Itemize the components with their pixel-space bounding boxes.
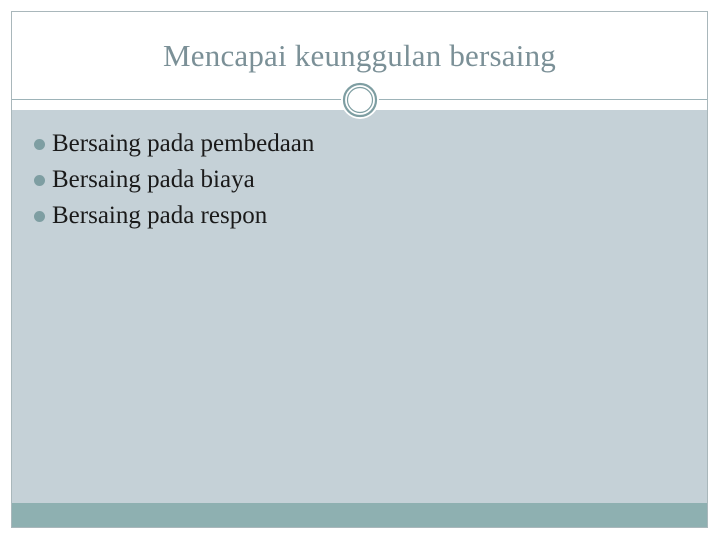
bullet-icon (34, 211, 45, 222)
bullet-text: Bersaing pada pembedaan (52, 130, 315, 157)
slide (11, 11, 708, 528)
bullet-text: Bersaing pada biaya (52, 166, 255, 193)
list-item (34, 198, 314, 234)
bullet-icon (34, 175, 45, 186)
bullet-icon (34, 139, 45, 150)
list-item (34, 162, 314, 198)
footer-band (12, 503, 707, 527)
bullet-text: Bersaing pada respon (52, 202, 268, 229)
slide-title: Mencapai keunggulan bersaing (163, 38, 556, 73)
circle-ornament-icon (340, 80, 380, 120)
bullet-list (34, 126, 314, 234)
list-item (34, 126, 314, 162)
